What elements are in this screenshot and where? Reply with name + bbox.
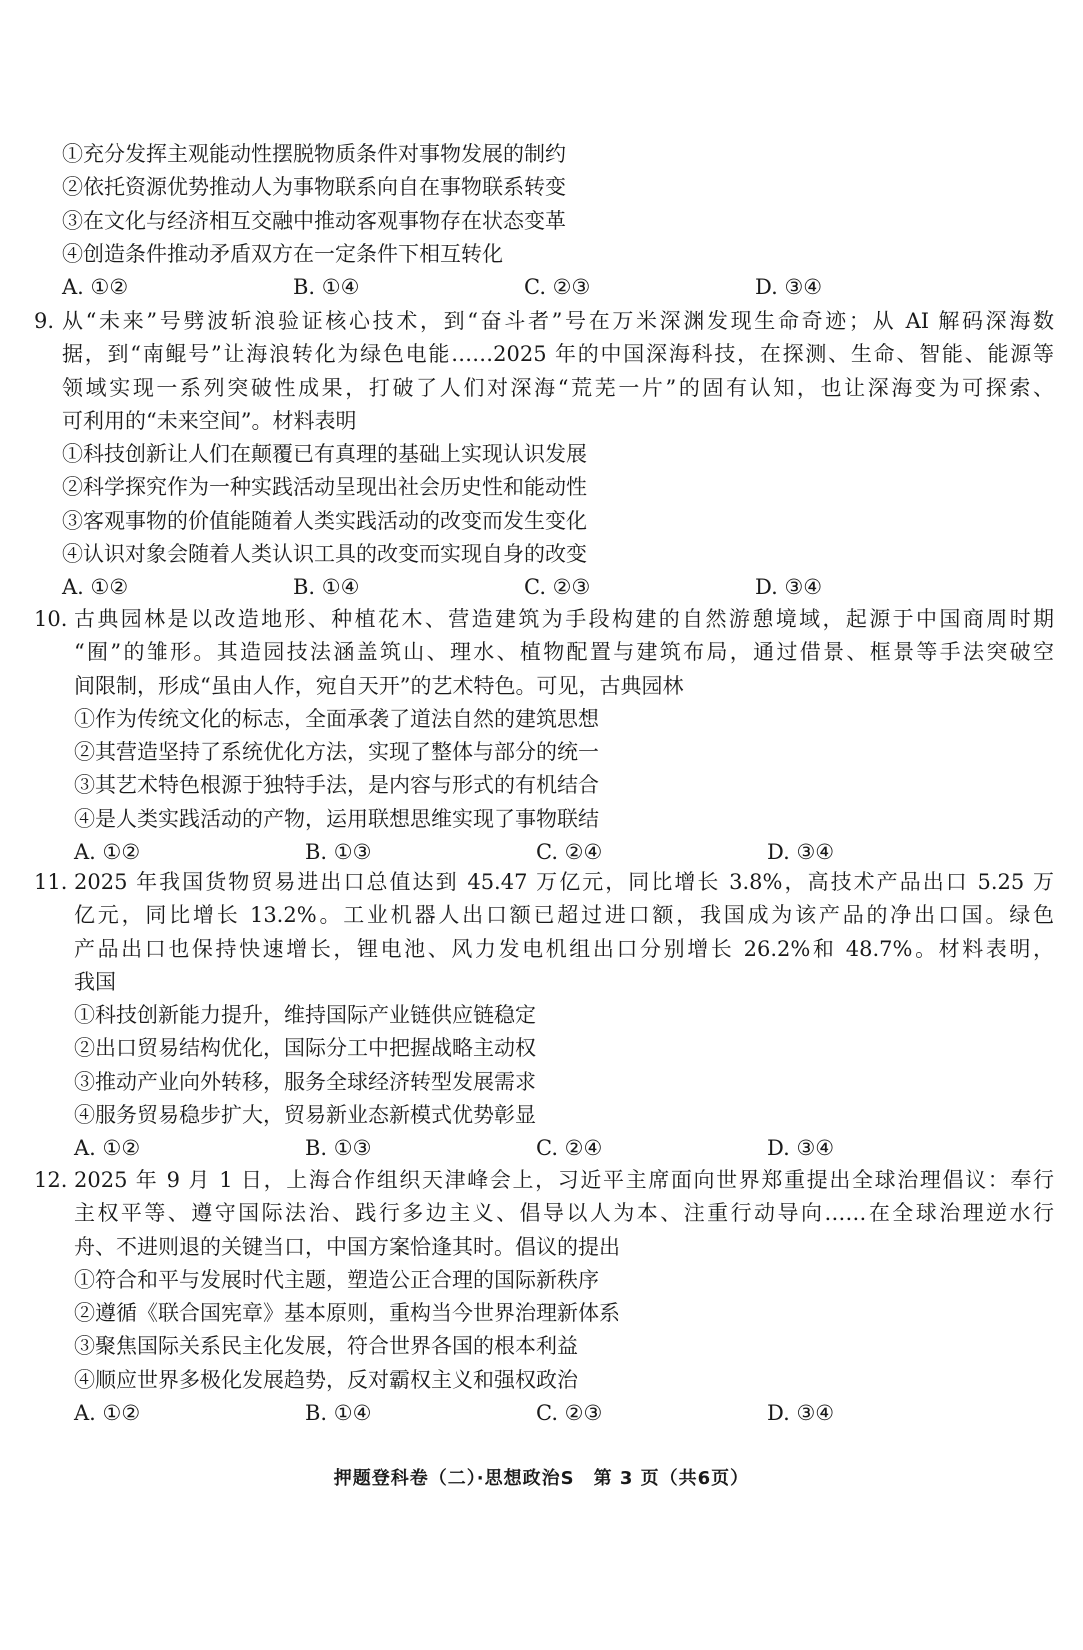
question-9 bbox=[34, 305, 1054, 605]
answer-b: B. ①④ bbox=[293, 275, 360, 300]
question-stem-line: 2025 年我国货物贸易进出口总值达到 45.47 万亿元，同比增长 3.8%，高技术产品出口 5.25 万 bbox=[74, 870, 1054, 894]
answer-choices bbox=[34, 1397, 1054, 1430]
question-8-continuation bbox=[62, 138, 1057, 304]
question-stem-line: 亿元，同比增长 13.2%。工业机器人出口额已超过进口额，我国成为该产品的净出口国。绿色 bbox=[74, 903, 1054, 928]
question-stem-line: 我国 bbox=[74, 969, 116, 994]
question-10 bbox=[34, 603, 1054, 869]
answer-d: D. ③④ bbox=[767, 840, 835, 865]
question-stem-line: 主权平等、遵守国际法治、践行多边主义、倡导以人为本、注重行动导向……在全球治理逆水行 bbox=[74, 1201, 1054, 1226]
answer-b: B. ①③ bbox=[305, 840, 372, 865]
answer-b: B. ①④ bbox=[293, 575, 360, 600]
answer-a: A. ①② bbox=[62, 275, 129, 300]
question-stem-line: 舟、不进则退的关键当口，中国方案恰逢其时。倡议的提出 bbox=[74, 1234, 620, 1259]
question-stem-line: 领域实现一系列突破性成果，打破了人们对深海“荒芜一片”的固有认知，也让深海变为可探索、 bbox=[62, 375, 1054, 400]
question-stem-line: 间限制，形成“虽由人作，宛自天开”的艺术特色。可见，古典园林 bbox=[74, 673, 684, 698]
answer-c: C. ②④ bbox=[536, 1136, 603, 1161]
question-number: 11. bbox=[34, 870, 68, 894]
option-line: ④认识对象会随着人类认识工具的改变而实现自身的改变 bbox=[62, 542, 587, 567]
option-line: ③聚焦国际关系民主化发展，符合世界各国的根本利益 bbox=[74, 1334, 578, 1359]
question-stem-line: 古典园林是以改造地形、种植花木、营造建筑为手段构建的自然游憩境域，起源于中国商周时期 bbox=[74, 607, 1054, 631]
option-line: ②其营造坚持了系统优化方法，实现了整体与部分的统一 bbox=[74, 740, 599, 765]
answer-d: D. ③④ bbox=[767, 1136, 835, 1161]
option-line: ③其艺术特色根源于独特手法，是内容与形式的有机结合 bbox=[74, 773, 599, 798]
question-stem-line: 可利用的“未来空间”。材料表明 bbox=[62, 408, 357, 433]
answer-choices bbox=[34, 836, 1054, 869]
answer-b: B. ①③ bbox=[305, 1136, 372, 1161]
option-line: ③在文化与经济相互交融中推动客观事物存在状态变革 bbox=[62, 208, 566, 233]
question-stem-line: 从“未来”号劈波斩浪验证核心技术，到“奋斗者”号在万米深渊发现生命奇迹；从 AI 解码深海数 bbox=[62, 309, 1054, 333]
question-number: 9. bbox=[34, 309, 55, 333]
question-number: 12. bbox=[34, 1168, 68, 1192]
answer-d: D. ③④ bbox=[767, 1401, 835, 1426]
option-line: ①作为传统文化的标志，全面承袭了道法自然的建筑思想 bbox=[74, 706, 599, 731]
answer-d: D. ③④ bbox=[755, 575, 823, 600]
answer-c: C. ②④ bbox=[536, 840, 603, 865]
option-line: ①符合和平与发展时代主题，塑造公正合理的国际新秩序 bbox=[74, 1267, 599, 1292]
answer-a: A. ①② bbox=[74, 1401, 141, 1426]
option-line: ④是人类实践活动的产物，运用联想思维实现了事物联结 bbox=[74, 806, 599, 831]
option-line: ②遵循《联合国宪章》基本原则，重构当今世界治理新体系 bbox=[74, 1301, 620, 1326]
answer-choices bbox=[62, 271, 1057, 304]
question-12 bbox=[34, 1164, 1054, 1430]
answer-c: C. ②③ bbox=[536, 1401, 603, 1426]
question-11 bbox=[34, 866, 1054, 1166]
question-number: 10. bbox=[34, 607, 68, 631]
question-stem-line: 产品出口也保持快速增长，锂电池、风力发电机组出口分别增长 26.2%和 48.7%。材料表明， bbox=[74, 936, 1054, 961]
answer-c: C. ②③ bbox=[524, 575, 591, 600]
answer-choices bbox=[34, 571, 1054, 604]
answer-c: C. ②③ bbox=[524, 275, 591, 300]
answer-a: A. ①② bbox=[74, 1136, 141, 1161]
answer-a: A. ①② bbox=[74, 840, 141, 865]
option-line: ③客观事物的价值能随着人类实践活动的改变而发生变化 bbox=[62, 508, 587, 533]
option-line: ②依托资源优势推动人为事物联系向自在事物联系转变 bbox=[62, 175, 566, 200]
answer-a: A. ①② bbox=[62, 575, 129, 600]
option-line: ③推动产业向外转移，服务全球经济转型发展需求 bbox=[74, 1069, 536, 1094]
page-footer: 押题登科卷（二）·思想政治S 第 3 页（共6页） bbox=[333, 1468, 750, 1489]
answer-choices bbox=[34, 1132, 1054, 1165]
question-stem-line: 据，到“南鲲号”让海浪转化为绿色电能……2025 年的中国深海科技，在探测、生命、智能、能源等 bbox=[62, 342, 1054, 367]
option-line: ④创造条件推动矛盾双方在一定条件下相互转化 bbox=[62, 241, 503, 266]
option-line: ②科学探究作为一种实践活动呈现出社会历史性和能动性 bbox=[62, 475, 587, 500]
option-line: ①科技创新能力提升，维持国际产业链供应链稳定 bbox=[74, 1003, 536, 1028]
question-stem-line: “囿”的雏形。其造园技法涵盖筑山、理水、植物配置与建筑布局，通过借景、框景等手法突破空 bbox=[74, 640, 1054, 665]
question-stem-line: 2025 年 9 月 1 日，上海合作组织天津峰会上，习近平主席面向世界郑重提出全球治理倡议：奉行 bbox=[74, 1168, 1054, 1192]
option-line: ②出口贸易结构优化，国际分工中把握战略主动权 bbox=[74, 1036, 536, 1061]
option-line: ④服务贸易稳步扩大，贸易新业态新模式优势彰显 bbox=[74, 1103, 536, 1128]
answer-b: B. ①④ bbox=[305, 1401, 372, 1426]
option-line: ④顺应世界多极化发展趋势，反对霸权主义和强权政治 bbox=[74, 1367, 578, 1392]
option-line: ①科技创新让人们在颠覆已有真理的基础上实现认识发展 bbox=[62, 442, 587, 467]
option-line: ①充分发挥主观能动性摆脱物质条件对事物发展的制约 bbox=[62, 142, 566, 166]
answer-d: D. ③④ bbox=[755, 275, 823, 300]
